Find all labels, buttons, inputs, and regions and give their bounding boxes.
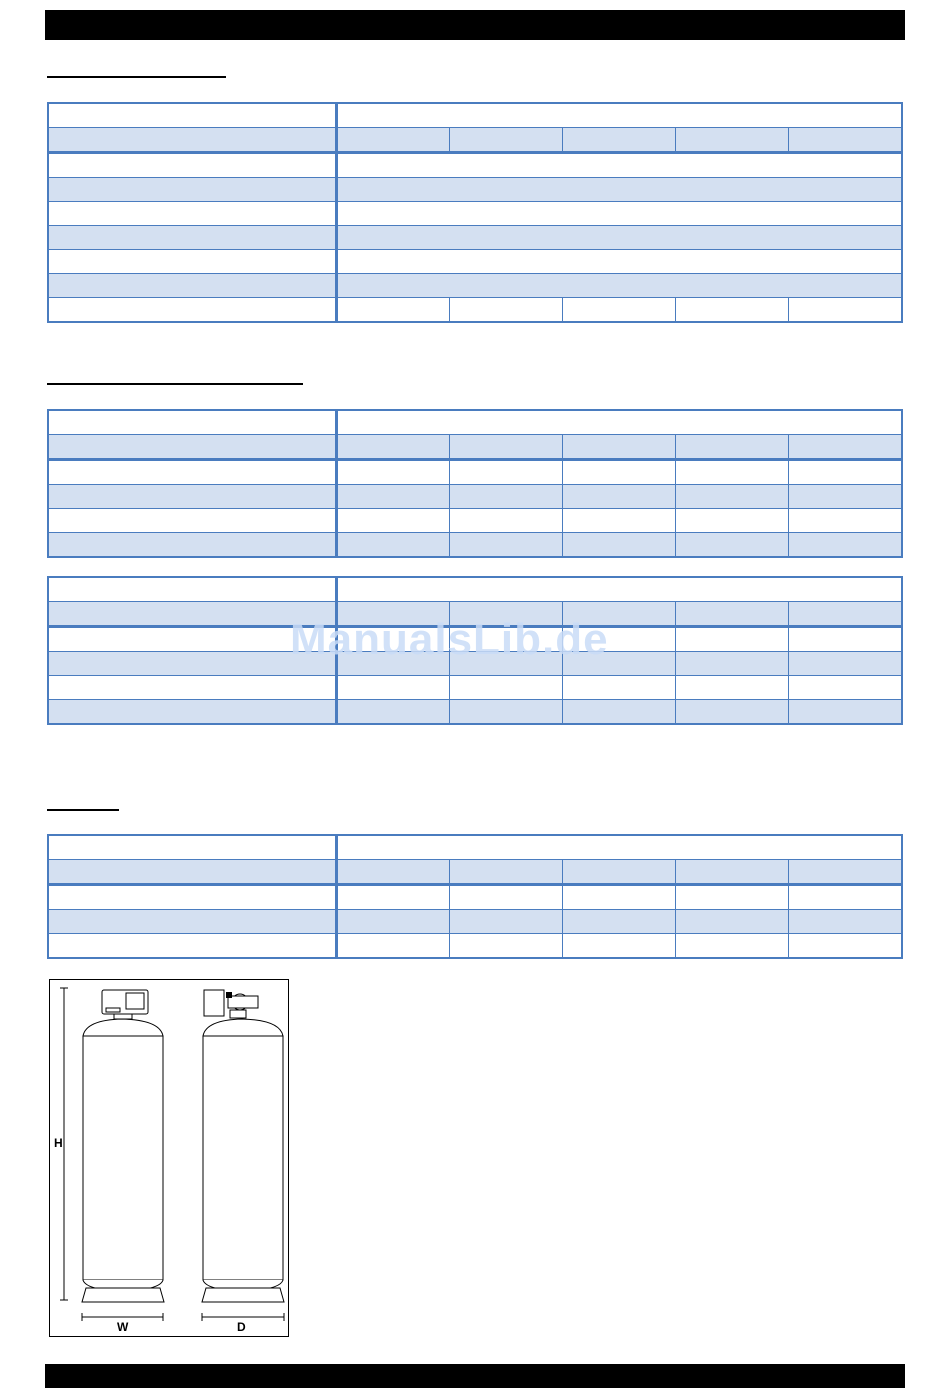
table-cell bbox=[789, 934, 902, 959]
table-cell bbox=[676, 435, 789, 460]
table-cell bbox=[337, 934, 450, 959]
table-cell bbox=[789, 602, 902, 627]
table-cell bbox=[48, 485, 337, 509]
table-cell bbox=[789, 700, 902, 725]
table-cell bbox=[676, 509, 789, 533]
table-cell bbox=[337, 533, 450, 558]
footer-bar bbox=[45, 1364, 905, 1388]
table-cell bbox=[563, 435, 676, 460]
table-cell bbox=[789, 652, 902, 676]
table-cell bbox=[48, 934, 337, 959]
table-cell bbox=[789, 298, 902, 323]
softener-tank-front-icon bbox=[82, 990, 164, 1302]
table-cell bbox=[789, 460, 902, 485]
table-cell bbox=[48, 435, 337, 460]
table-cell bbox=[676, 533, 789, 558]
table-cell bbox=[48, 577, 337, 602]
table-cell bbox=[789, 485, 902, 509]
table-cell bbox=[676, 910, 789, 934]
table-cell bbox=[563, 533, 676, 558]
table-cell bbox=[48, 202, 337, 226]
table-cell bbox=[337, 103, 903, 128]
table-cell bbox=[676, 700, 789, 725]
table-cell bbox=[563, 509, 676, 533]
table-cell bbox=[676, 934, 789, 959]
spec-table-3 bbox=[47, 834, 903, 959]
table-cell bbox=[450, 128, 563, 153]
table-cell bbox=[450, 676, 563, 700]
table-cell bbox=[48, 885, 337, 910]
table-cell bbox=[450, 934, 563, 959]
table-cell bbox=[563, 700, 676, 725]
table-cell bbox=[450, 533, 563, 558]
table-cell bbox=[337, 153, 903, 178]
height-dimension-label: H bbox=[54, 1136, 63, 1150]
table-cell bbox=[337, 410, 903, 435]
table-cell bbox=[337, 460, 450, 485]
table-cell bbox=[337, 128, 450, 153]
table-cell bbox=[48, 274, 337, 298]
spec-table-1 bbox=[47, 102, 903, 323]
dimension-diagram bbox=[49, 979, 289, 1337]
table-cell bbox=[676, 460, 789, 485]
table-cell bbox=[337, 298, 450, 323]
table-cell bbox=[450, 460, 563, 485]
table-cell bbox=[337, 509, 450, 533]
table-cell bbox=[48, 460, 337, 485]
width-dimension-label: W bbox=[117, 1320, 129, 1334]
table-cell bbox=[48, 226, 337, 250]
table-cell bbox=[676, 602, 789, 627]
table-cell bbox=[337, 226, 903, 250]
watermark: ManualsLib.de bbox=[290, 615, 609, 664]
table-cell bbox=[337, 250, 903, 274]
table-cell bbox=[48, 128, 337, 153]
table-cell bbox=[676, 485, 789, 509]
table-cell bbox=[337, 202, 903, 226]
table-cell bbox=[676, 652, 789, 676]
table-cell bbox=[450, 435, 563, 460]
table-cell bbox=[563, 298, 676, 323]
section-3-heading-underline bbox=[47, 809, 119, 811]
table-cell bbox=[48, 410, 337, 435]
table-cell bbox=[676, 128, 789, 153]
table-cell bbox=[450, 910, 563, 934]
table-cell bbox=[563, 485, 676, 509]
table-cell bbox=[337, 885, 450, 910]
table-cell bbox=[789, 676, 902, 700]
table-cell bbox=[48, 676, 337, 700]
depth-dimension-label: D bbox=[237, 1320, 246, 1334]
table-cell bbox=[450, 700, 563, 725]
table-cell bbox=[337, 676, 450, 700]
table-cell bbox=[789, 627, 902, 652]
section-2-heading-underline bbox=[47, 383, 303, 385]
table-cell bbox=[789, 885, 902, 910]
table-cell bbox=[48, 910, 337, 934]
table-cell bbox=[337, 700, 450, 725]
table-cell bbox=[337, 435, 450, 460]
table-cell bbox=[676, 885, 789, 910]
table-cell bbox=[450, 298, 563, 323]
table-cell bbox=[337, 860, 450, 885]
section-1-heading-underline bbox=[47, 76, 226, 78]
table-cell bbox=[676, 298, 789, 323]
table-cell bbox=[450, 860, 563, 885]
table-cell bbox=[48, 178, 337, 202]
table-cell bbox=[450, 509, 563, 533]
table-cell bbox=[48, 835, 337, 860]
table-cell bbox=[48, 103, 337, 128]
table-cell bbox=[337, 910, 450, 934]
table-cell bbox=[563, 910, 676, 934]
table-cell bbox=[563, 934, 676, 959]
table-cell bbox=[789, 128, 902, 153]
table-cell bbox=[789, 860, 902, 885]
spec-table-2a bbox=[47, 409, 903, 558]
table-cell bbox=[563, 860, 676, 885]
table-cell bbox=[337, 577, 903, 602]
table-cell bbox=[48, 298, 337, 323]
table-cell bbox=[563, 128, 676, 153]
table-cell bbox=[450, 885, 563, 910]
table-cell bbox=[48, 860, 337, 885]
table-cell bbox=[337, 178, 903, 202]
table-cell bbox=[789, 509, 902, 533]
table-cell bbox=[48, 509, 337, 533]
table-cell bbox=[450, 485, 563, 509]
table-cell bbox=[337, 485, 450, 509]
table-cell bbox=[337, 835, 903, 860]
table-cell bbox=[48, 250, 337, 274]
table-cell bbox=[789, 435, 902, 460]
tank-diagram-drawing bbox=[50, 980, 288, 1336]
table-cell bbox=[563, 885, 676, 910]
table-cell bbox=[337, 274, 903, 298]
table-cell bbox=[48, 700, 337, 725]
table-cell bbox=[563, 676, 676, 700]
table-cell bbox=[48, 153, 337, 178]
header-bar bbox=[45, 10, 905, 40]
table-cell bbox=[676, 676, 789, 700]
softener-tank-side-icon bbox=[202, 990, 284, 1302]
table-cell bbox=[789, 533, 902, 558]
table-cell bbox=[676, 627, 789, 652]
table-cell bbox=[789, 910, 902, 934]
table-cell bbox=[563, 460, 676, 485]
table-cell bbox=[676, 860, 789, 885]
table-cell bbox=[48, 533, 337, 558]
